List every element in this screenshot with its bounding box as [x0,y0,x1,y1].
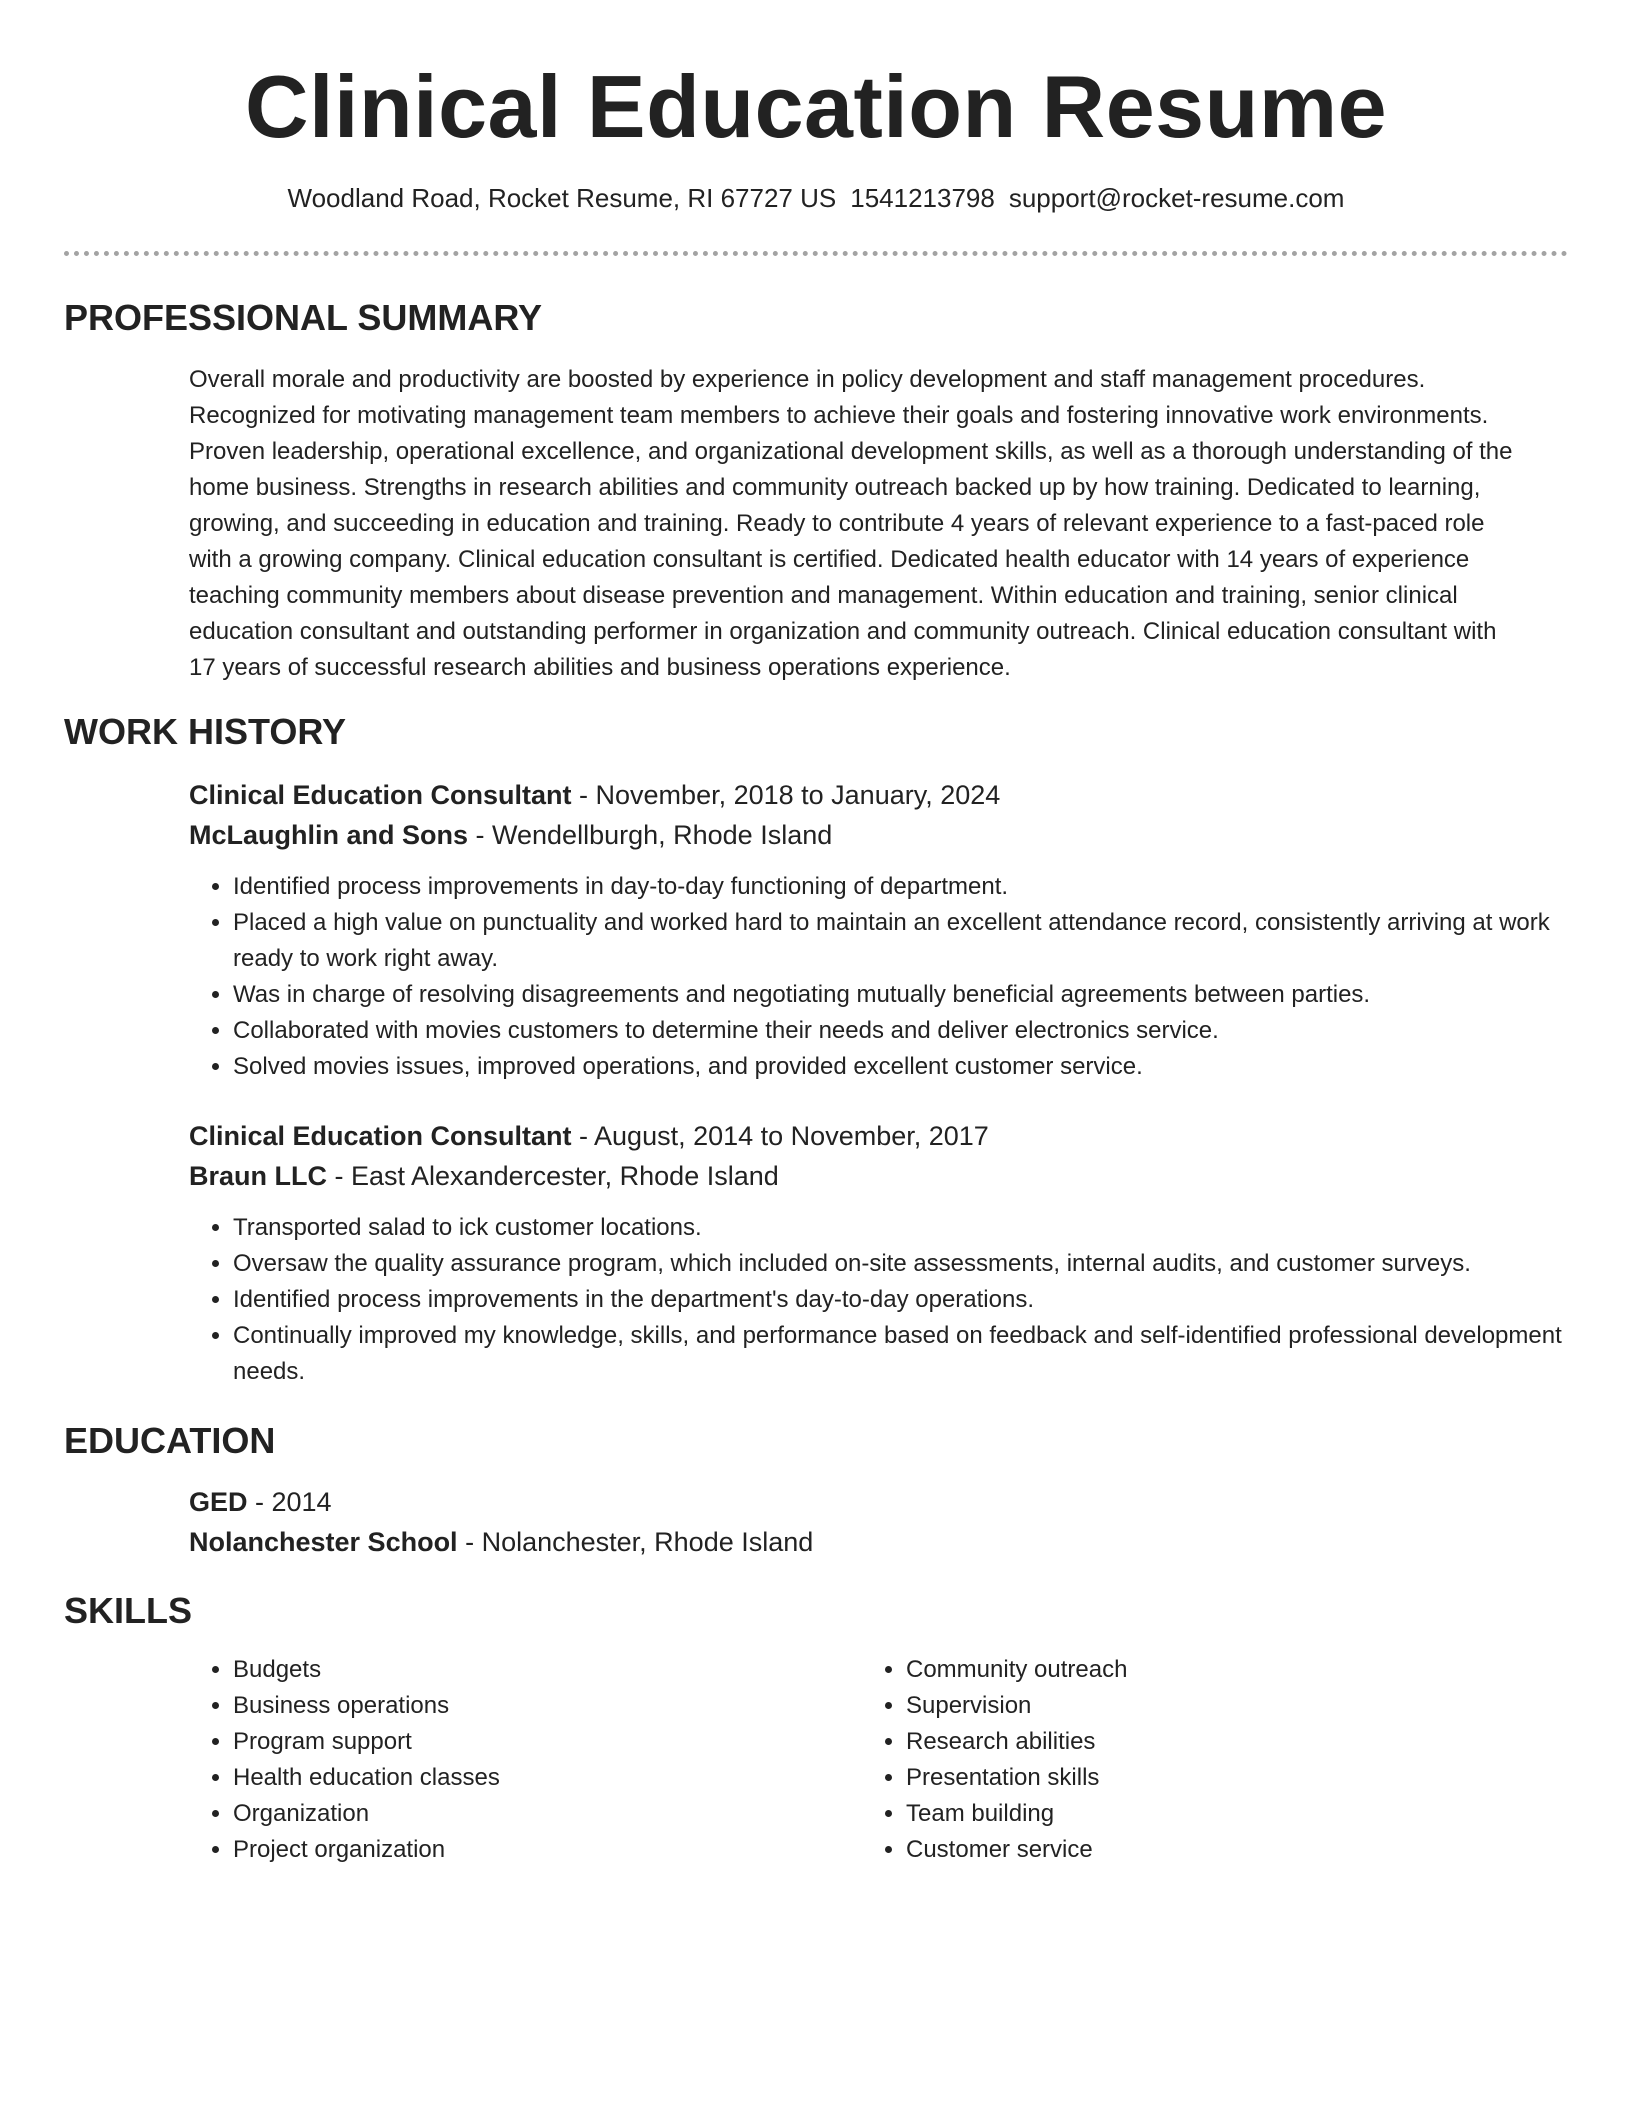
list-item: • Placed a high value on punctuality and worked hard to maintain an excellent attendance record, consistently arriving at work ready to work right away. [233,905,1568,977]
job-location: - East Alexandercester, Rhode Island [327,1161,779,1191]
skill-item: • Business operations [233,1688,833,1724]
summary-line: education consultant and outstanding performer in organization and community outreach. Clinical education consultant with [189,618,1497,645]
summary-line: Overall morale and productivity are boosted by experience in policy development and staff management procedures. [189,366,1426,393]
list-item: • Continually improved my knowledge, skills, and performance based on feedback and self-identified professional development needs. [233,1318,1568,1390]
summary-paragraph [189,362,1568,686]
section-title-skills: SKILLS [64,1590,193,1631]
skills-grid [189,1652,1568,1892]
list-item: • Oversaw the quality assurance program, which included on-site assessments, internal audits, and customer surveys. [233,1246,1568,1282]
job-bullets [189,869,1568,1085]
skill-item: • Community outreach [906,1652,1506,1688]
summary-line: Proven leadership, operational excellence, and organizational development skills, as well as a thorough understanding of the [189,438,1513,465]
job-company: McLaughlin and Sons [189,820,469,850]
contact-phone: 1541213798 [850,183,995,213]
summary-line: teaching community members about disease prevention and management. Within education and training, senior clinical [189,582,1458,609]
list-item: • Was in charge of resolving disagreements and negotiating mutually beneficial agreements between parties. [233,977,1568,1013]
resume-title: Clinical Education Resume [244,57,1388,156]
skill-item: • Health education classes [233,1760,833,1796]
education-location: - Nolanchester, Rhode Island [457,1527,814,1557]
job-role: Clinical Education Consultant [189,780,572,810]
skill-item: • Supervision [906,1688,1506,1724]
skills-list-right [862,1652,1506,1868]
summary-line: home business. Strengths in research abilities and community outreach backed up by how training. Dedicated to learning, [189,474,1481,501]
education-entry [189,1482,1568,1562]
list-item: • Identified process improvements in day-to-day functioning of department. [233,869,1568,905]
job-entry [189,1116,1568,1390]
contact-line [0,180,1632,216]
job-bullets [189,1210,1568,1390]
summary-line: growing, and succeeding in education and training. Ready to contribute 4 years of relevant experience to a fast-paced role [189,510,1485,537]
skill-item: • Organization [233,1796,833,1832]
job-role-line [189,775,1568,815]
education-degree: GED [189,1487,248,1517]
summary-line: Recognized for motivating management team members to achieve their goals and fostering innovative work environments. [189,402,1489,429]
job-dates: - August, 2014 to November, 2017 [571,1121,989,1151]
education-year: - 2014 [247,1487,332,1517]
job-dates: - November, 2018 to January, 2024 [571,780,1001,810]
skill-item: • Budgets [233,1652,833,1688]
job-company: Braun LLC [189,1161,327,1191]
skill-item: • Program support [233,1724,833,1760]
list-item: • Collaborated with movies customers to determine their needs and deliver electronics service. [233,1013,1568,1049]
skill-item: • Customer service [906,1832,1506,1868]
education-school: Nolanchester School [189,1527,458,1557]
section-title-work: WORK HISTORY [64,711,347,752]
summary-text [189,362,1568,686]
summary-line: with a growing company. Clinical education consultant is certified. Dedicated health educator with 14 years of experience [189,546,1470,573]
skill-item: • Presentation skills [906,1760,1506,1796]
job-role-line [189,1116,1568,1156]
skill-item: • Project organization [233,1832,833,1868]
summary-line: 17 years of successful research abilities and business operations experience. [189,654,1011,681]
section-title-summary: PROFESSIONAL SUMMARY [64,297,543,338]
contact-address: Woodland Road, Rocket Resume, RI 67727 US [287,183,837,213]
skills-list-left [189,1652,833,1868]
list-item: • Identified process improvements in the department's day-to-day operations. [233,1282,1568,1318]
job-location: - Wendellburgh, Rhode Island [468,820,833,850]
job-company-line [189,1156,1568,1196]
list-item: • Transported salad to ick customer locations. [233,1210,1568,1246]
job-company-line [189,815,1568,855]
education-degree-line [189,1482,1568,1522]
job-entry [189,775,1568,1085]
header-divider [64,251,1568,256]
skill-item: • Research abilities [906,1724,1506,1760]
education-school-line [189,1522,1568,1562]
contact-email: support@rocket-resume.com [1008,183,1345,213]
section-title-education: EDUCATION [64,1420,276,1461]
list-item: • Solved movies issues, improved operations, and provided excellent customer service. [233,1049,1568,1085]
job-role: Clinical Education Consultant [189,1121,572,1151]
skill-item: • Team building [906,1796,1506,1832]
